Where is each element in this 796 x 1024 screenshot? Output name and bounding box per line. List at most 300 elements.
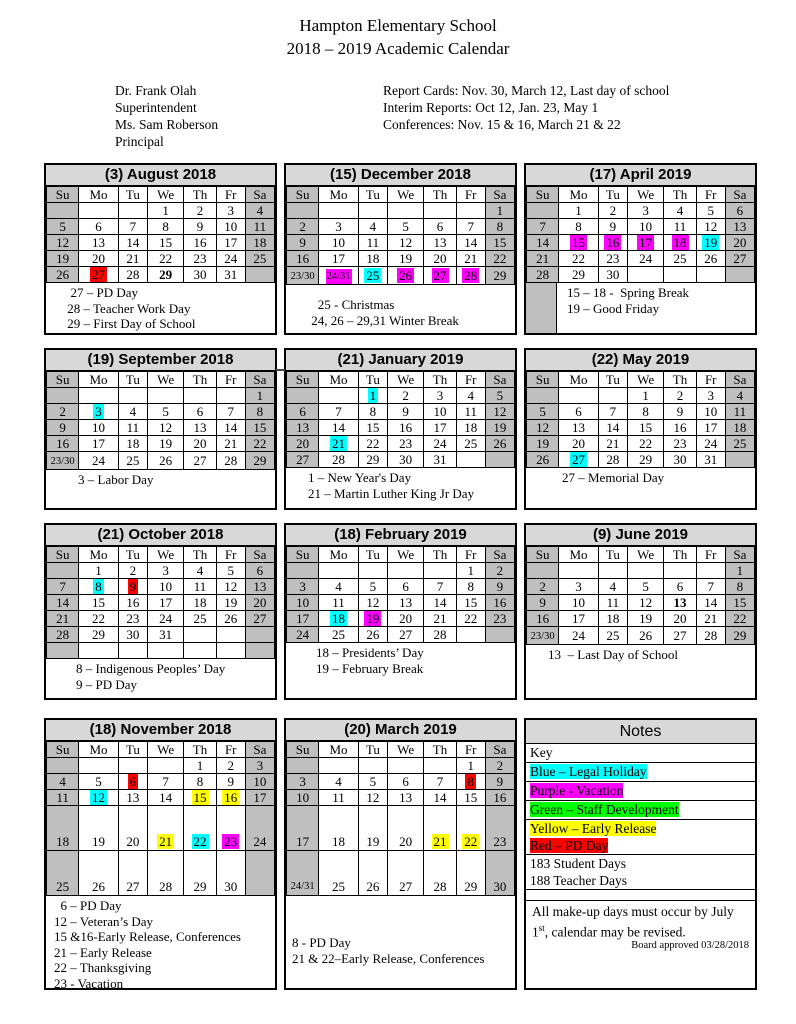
- teacher-days: 188 Teacher Days: [530, 873, 628, 888]
- weekday-header-su: Su: [287, 187, 319, 203]
- day-cell: [47, 563, 79, 579]
- date-number: 22: [464, 611, 478, 626]
- makeup-note: [526, 901, 755, 988]
- day-cell: [216, 595, 245, 611]
- date-number: 6: [575, 404, 582, 419]
- date-highlight: 6: [129, 774, 137, 789]
- date-number: 1: [736, 563, 744, 578]
- day-cell: [387, 388, 423, 404]
- day-cell: [627, 627, 663, 645]
- day-cell: [664, 404, 696, 420]
- date-number: 7: [59, 579, 66, 594]
- month-title-january-2019: (21) January 2019: [286, 350, 515, 371]
- week-row: [287, 235, 515, 251]
- day-cell: [287, 267, 319, 285]
- date-number: 6: [196, 404, 204, 419]
- date-number: 13: [296, 420, 310, 435]
- date-number: 24: [572, 628, 586, 643]
- date-highlight: 8: [95, 579, 102, 594]
- date-number: 17: [253, 790, 267, 805]
- date-number: 14: [536, 235, 550, 250]
- weekday-header-su: Su: [287, 372, 319, 388]
- date-number: 5: [539, 404, 546, 419]
- day-cell: [387, 774, 423, 790]
- date-number: 16: [399, 420, 413, 435]
- weekday-header-fr: Fr: [696, 372, 725, 388]
- day-cell: [287, 790, 319, 806]
- day-cell: [664, 219, 696, 235]
- date-number: 4: [129, 404, 137, 419]
- date-number: 1: [196, 758, 204, 773]
- date-number: 28: [159, 879, 173, 894]
- date-number: 18: [56, 834, 70, 849]
- day-cell: [287, 219, 319, 235]
- day-cell: [387, 203, 423, 219]
- date-number: 25: [332, 627, 346, 642]
- date-number: 25: [253, 251, 267, 266]
- date-number: 8: [575, 219, 582, 234]
- week-row: [287, 251, 515, 267]
- date-number: 28: [332, 452, 346, 467]
- conferences-line: Conferences: Nov. 15 & 16, March 21 & 22: [383, 117, 621, 132]
- day-cell: [559, 235, 599, 251]
- day-cell: [147, 404, 183, 420]
- date-number: 19: [56, 251, 70, 266]
- date-number: 8: [642, 404, 649, 419]
- day-cell: [319, 452, 359, 468]
- weekday-header-tu: Tu: [598, 372, 627, 388]
- date-number: 19: [493, 420, 507, 435]
- date-number: 12: [366, 595, 380, 610]
- weekday-header-fr: Fr: [456, 742, 485, 758]
- date-number: 11: [606, 595, 620, 610]
- date-number: 9: [496, 579, 504, 594]
- date-number: 6: [436, 219, 444, 234]
- day-cell: [559, 251, 599, 267]
- date-number: 10: [639, 219, 653, 234]
- weekday-header-row: [287, 547, 515, 563]
- day-cell: [527, 203, 559, 219]
- day-cell: [527, 436, 559, 452]
- day-cell: [118, 203, 147, 219]
- weekday-header-sa: Sa: [725, 187, 754, 203]
- month-footer-october-2018: [46, 659, 275, 698]
- day-cell: [47, 627, 79, 643]
- day-cell: [47, 235, 79, 251]
- month-calendar-march-2019: [284, 718, 517, 990]
- day-cell: [287, 404, 319, 420]
- weekday-header-row: [47, 742, 275, 758]
- date-number: 21: [464, 251, 478, 266]
- calendar-title: 2018 – 2019 Academic Calendar: [286, 39, 510, 58]
- day-cell: [387, 404, 423, 420]
- day-cell: [598, 420, 627, 436]
- weekday-header-mo: Mo: [559, 372, 599, 388]
- date-number: 28: [224, 453, 238, 468]
- date-number: 4: [609, 579, 617, 594]
- weekday-header-sa: Sa: [245, 187, 274, 203]
- date-number: 14: [464, 235, 478, 250]
- day-cell: [147, 758, 183, 774]
- day-cell: [47, 806, 79, 851]
- date-number: 26: [639, 628, 653, 643]
- date-number: 2: [59, 404, 66, 419]
- date-highlight: 21: [159, 834, 173, 849]
- week-row: [287, 806, 515, 851]
- date-number: 17: [92, 436, 106, 451]
- day-cell: [725, 235, 754, 251]
- footer-gray-strip: [526, 283, 557, 333]
- date-number: 3: [436, 388, 444, 403]
- month-table-may-2019: [526, 371, 755, 468]
- days-count-row: [526, 855, 755, 890]
- day-cell: [147, 851, 183, 896]
- weekday-header-su: Su: [527, 547, 559, 563]
- month-title-september-2018: (19) September 2018: [46, 350, 275, 371]
- footer-line: 23 - Vacation: [54, 975, 124, 991]
- date-number: 2: [227, 758, 234, 773]
- footer-line: 21 – Martin Luther King Jr Day: [308, 485, 475, 501]
- date-number: 18: [126, 436, 140, 451]
- week-row: [527, 203, 755, 219]
- date-number: 20: [193, 436, 207, 451]
- date-number: 26: [536, 452, 550, 467]
- footer-line: 19 – Good Friday: [567, 300, 660, 316]
- date-number: 25: [126, 453, 140, 468]
- day-cell: [387, 267, 423, 285]
- week-row: [287, 452, 515, 468]
- date-number: 26: [56, 267, 70, 282]
- day-cell: [216, 452, 245, 470]
- date-number: 29: [159, 267, 173, 282]
- date-number: 1: [95, 563, 102, 578]
- day-cell: [456, 579, 485, 595]
- week-row: [527, 404, 755, 420]
- day-cell: [664, 420, 696, 436]
- day-cell: [147, 790, 183, 806]
- week-row: [527, 267, 755, 283]
- day-cell: [216, 404, 245, 420]
- date-number: 26: [92, 879, 106, 894]
- week-row: [47, 436, 275, 452]
- date-number: 18: [332, 834, 346, 849]
- day-cell: [387, 758, 423, 774]
- day-cell: [184, 611, 216, 627]
- date-number: 22: [493, 251, 507, 266]
- weekday-header-fr: Fr: [456, 547, 485, 563]
- date-number: 20: [433, 251, 447, 266]
- date-number: 23: [493, 611, 507, 626]
- day-cell: [216, 643, 245, 659]
- board-approved: Board approved 03/28/2018: [631, 940, 749, 951]
- date-number: 14: [433, 595, 447, 610]
- day-cell: [319, 563, 359, 579]
- date-number: 17: [224, 235, 238, 250]
- weekday-header-su: Su: [47, 187, 79, 203]
- day-cell: [485, 579, 514, 595]
- week-row: [47, 420, 275, 436]
- day-cell: [47, 219, 79, 235]
- weekday-header-tu: Tu: [598, 547, 627, 563]
- day-cell: [118, 611, 147, 627]
- superintendent-name: Dr. Frank Olah: [115, 83, 197, 98]
- day-cell: [485, 774, 514, 790]
- weekday-header-th: Th: [664, 187, 696, 203]
- weekday-header-sa: Sa: [485, 547, 514, 563]
- date-number: 15: [464, 790, 478, 805]
- date-number: 20: [399, 834, 413, 849]
- day-cell: [627, 388, 663, 404]
- date-number: 5: [162, 404, 169, 419]
- date-number: 20: [572, 436, 586, 451]
- date-number: 2: [299, 219, 306, 234]
- day-cell: [527, 267, 559, 283]
- day-cell: [287, 452, 319, 468]
- week-row: [47, 627, 275, 643]
- day-cell: [456, 235, 485, 251]
- footer-line: 18 – Presidents’ Day: [316, 645, 424, 660]
- date-number: 15: [493, 235, 507, 250]
- day-cell: [118, 563, 147, 579]
- day-cell: [147, 579, 183, 595]
- day-cell: [696, 404, 725, 420]
- week-row: [287, 595, 515, 611]
- date-number: 2: [539, 579, 546, 594]
- weekday-header-mo: Mo: [559, 187, 599, 203]
- day-cell: [216, 436, 245, 452]
- date-number: 1: [496, 203, 504, 218]
- week-row: [47, 267, 275, 283]
- date-number: 16: [56, 436, 70, 451]
- day-cell: [358, 595, 387, 611]
- week-row: [47, 774, 275, 790]
- day-cell: [216, 790, 245, 806]
- weekday-header-we: We: [387, 742, 423, 758]
- weekday-header-mo: Mo: [559, 547, 599, 563]
- date-number: 4: [256, 203, 264, 218]
- day-cell: [245, 579, 274, 595]
- day-cell: [147, 611, 183, 627]
- day-cell: [47, 851, 79, 896]
- day-cell: [358, 806, 387, 851]
- month-footer-april-2019: [526, 283, 755, 333]
- date-number: 11: [332, 790, 345, 805]
- day-cell: [696, 251, 725, 267]
- date-number: 16: [493, 790, 507, 805]
- day-cell: [79, 235, 119, 251]
- date-number: 10: [296, 790, 310, 805]
- day-cell: [456, 774, 485, 790]
- date-number: 6: [402, 774, 409, 789]
- date-number: 10: [572, 595, 586, 610]
- month-table-june-2019: [526, 546, 755, 645]
- date-number: 13: [253, 579, 267, 594]
- key-row-early-release: [530, 820, 755, 837]
- day-cell: [245, 595, 274, 611]
- day-cell: [358, 790, 387, 806]
- month-table-november-2018: [46, 741, 275, 896]
- month-footer-february-2019: [286, 643, 515, 698]
- day-cell: [118, 758, 147, 774]
- day-cell: [319, 595, 359, 611]
- date-number: 2: [402, 388, 409, 403]
- principal-title: Principal: [115, 134, 164, 149]
- day-cell: [216, 420, 245, 436]
- day-cell: [725, 595, 754, 611]
- weekday-header-th: Th: [664, 372, 696, 388]
- date-number: 17: [159, 595, 173, 610]
- month-title-february-2019: (18) February 2019: [286, 525, 515, 546]
- date-number: 9: [609, 219, 617, 234]
- date-number: 16: [493, 595, 507, 610]
- weekday-header-fr: Fr: [216, 547, 245, 563]
- day-cell: [485, 436, 514, 452]
- day-cell: [598, 436, 627, 452]
- footer-lines: [46, 896, 275, 991]
- weekday-header-mo: Mo: [319, 742, 359, 758]
- date-number: 9: [196, 219, 204, 234]
- week-row: [47, 219, 275, 235]
- date-number: 6: [256, 563, 264, 578]
- date-number: 3: [256, 758, 264, 773]
- weekday-header-su: Su: [527, 372, 559, 388]
- date-number: 2: [676, 388, 684, 403]
- month-calendar-may-2019: [524, 348, 757, 510]
- date-number: 17: [433, 420, 447, 435]
- day-cell: [319, 404, 359, 420]
- day-cell: [598, 267, 627, 283]
- day-cell: [527, 235, 559, 251]
- weekday-header-tu: Tu: [118, 187, 147, 203]
- day-cell: [118, 627, 147, 643]
- weekday-header-we: We: [627, 547, 663, 563]
- day-cell: [47, 611, 79, 627]
- day-cell: [216, 203, 245, 219]
- month-calendar-april-2019: [524, 163, 757, 335]
- day-cell: [387, 790, 423, 806]
- date-number: 30: [606, 267, 620, 282]
- day-cell: [358, 579, 387, 595]
- date-number: 10: [159, 579, 173, 594]
- date-number: 21: [224, 436, 238, 451]
- weekday-header-th: Th: [184, 547, 216, 563]
- day-cell: [358, 388, 387, 404]
- date-number: 29: [493, 268, 507, 283]
- day-cell: [216, 758, 245, 774]
- weekday-header-fr: Fr: [216, 372, 245, 388]
- weekday-header-sa: Sa: [725, 547, 754, 563]
- weekday-header-tu: Tu: [358, 742, 387, 758]
- day-cell: [47, 404, 79, 420]
- footer-lines: [46, 470, 275, 508]
- date-number: 23: [193, 251, 207, 266]
- day-cell: [147, 627, 183, 643]
- week-row: [287, 774, 515, 790]
- day-cell: [725, 219, 754, 235]
- day-cell: [118, 452, 147, 470]
- date-number: 19: [399, 251, 413, 266]
- day-cell: [664, 251, 696, 267]
- month-table-april-2019: [526, 186, 755, 283]
- day-cell: [147, 452, 183, 470]
- day-cell: [456, 790, 485, 806]
- date-number: 18: [464, 420, 478, 435]
- day-cell: [598, 404, 627, 420]
- footer-line: 29 – First Day of School: [64, 316, 196, 331]
- day-cell: [456, 627, 485, 643]
- date-highlight: 27: [433, 268, 447, 283]
- day-cell: [118, 404, 147, 420]
- day-cell: [358, 774, 387, 790]
- date-number: 10: [296, 595, 310, 610]
- day-cell: [79, 251, 119, 267]
- date-number: 11: [253, 219, 267, 234]
- date-number: 16: [193, 235, 207, 250]
- day-cell: [627, 235, 663, 251]
- day-cell: [527, 579, 559, 595]
- weekday-header-fr: Fr: [696, 547, 725, 563]
- date-number: 28: [606, 452, 620, 467]
- footer-lines: [46, 659, 275, 698]
- day-cell: [184, 420, 216, 436]
- date-number: 1: [642, 388, 649, 403]
- week-row: [527, 595, 755, 611]
- day-cell: [485, 611, 514, 627]
- day-cell: [387, 579, 423, 595]
- day-cell: [424, 404, 456, 420]
- day-cell: [424, 790, 456, 806]
- day-cell: [79, 452, 119, 470]
- day-cell: [424, 851, 456, 896]
- date-number: 2: [496, 758, 504, 773]
- date-number: 3: [162, 563, 169, 578]
- day-cell: [527, 251, 559, 267]
- month-title-december-2018: (15) December 2018: [286, 165, 515, 186]
- month-calendar-september-2018: [44, 348, 277, 510]
- week-row: [287, 267, 515, 285]
- weekday-header-sa: Sa: [245, 372, 274, 388]
- day-cell: [387, 219, 423, 235]
- week-row: [287, 851, 515, 896]
- day-cell: [358, 452, 387, 468]
- day-cell: [387, 563, 423, 579]
- date-number: 29: [639, 452, 653, 467]
- date-number: 24: [224, 251, 238, 266]
- day-cell: [527, 404, 559, 420]
- makeup-text: [532, 903, 740, 941]
- day-cell: [725, 627, 754, 645]
- week-row: [47, 758, 275, 774]
- week-row: [287, 219, 515, 235]
- day-cell: [216, 219, 245, 235]
- week-row: [47, 388, 275, 404]
- date-number: 8: [467, 579, 474, 594]
- weekday-header-mo: Mo: [79, 372, 119, 388]
- date-number: 25: [193, 611, 207, 626]
- day-cell: [358, 611, 387, 627]
- day-cell: [696, 235, 725, 251]
- date-number: 3: [299, 579, 306, 594]
- day-cell: [319, 851, 359, 896]
- day-cell: [184, 219, 216, 235]
- date-number: 4: [59, 774, 66, 789]
- date-number: 23/30: [290, 271, 315, 282]
- weekday-header-tu: Tu: [358, 187, 387, 203]
- date-number: 17: [296, 834, 310, 849]
- week-row: [47, 643, 275, 659]
- day-cell: [287, 203, 319, 219]
- day-cell: [598, 235, 627, 251]
